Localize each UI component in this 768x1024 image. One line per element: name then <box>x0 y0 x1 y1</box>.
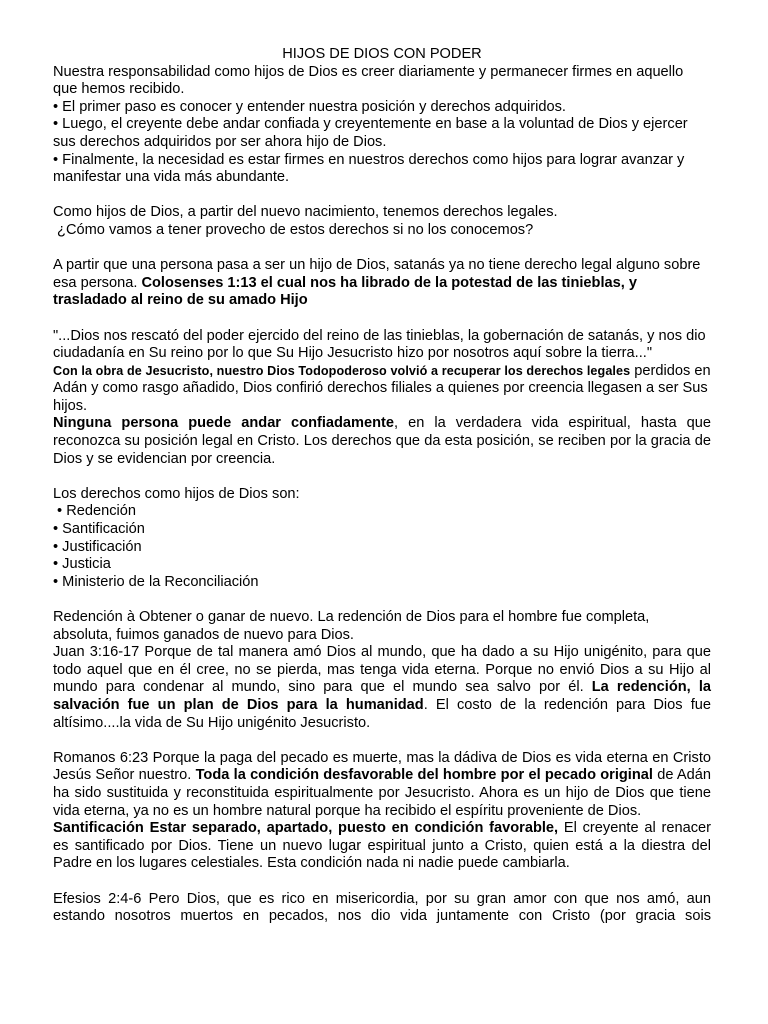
paragraph-gap <box>53 591 711 609</box>
condition-bold-text: Toda la condición desfavorable del hombre por el pecado original <box>195 767 653 784</box>
paragraph-gap <box>53 240 711 258</box>
confidence-text: , en la verdadera vida espiritual, hasta que reconozca su posición legal en Cristo. Los derechos que da esta posición, se reciben por la gracia de Dios y se evidencian por creencia. <box>53 415 711 467</box>
condition-text: de Adán ha sido sustituida y reconstituida espiritualmente por Jesucristo. Ahora es un hijo de Dios que tiene vida eterna, ya no es un hombre natural porque ha recibido el espíritu proveniente de Dios. <box>53 767 711 819</box>
document-body <box>53 46 711 926</box>
paragraph-gap <box>53 187 711 205</box>
intro-paragraph: Nuestra responsabilidad como hijos de Dios es creer diariamente y permanecer firmes en aquello que hemos recibido. <box>53 63 684 98</box>
recovery-bold-text: Con la obra de Jesucristo, nuestro Dios Todopoderoso volvió a recuperar los derechos legales <box>53 363 631 378</box>
ephesians-paragraph: Efesios 2:4-6 Pero Dios, que es rico en misericordia, por su gran amor con que nos amó, aun estando nosotros muertos en pecados, nos dio vida juntamente con Cristo (por gracia sois <box>53 890 711 925</box>
recovery-text: perdidos en Adán y como rasgo añadido, Dios confirió derechos filiales a quienes por creencia llegasen a ser Sus hijos. <box>53 362 711 414</box>
redemption-definition: Redención à Obtener o ganar de nuevo. La redención de Dios para el hombre fue completa, absoluta, fuimos ganados de nuevo para Dios. <box>53 609 650 643</box>
redemption-bold-text: La redención, la salvación fue un plan de Dios para la humanidad <box>53 679 711 713</box>
paragraph-gap <box>53 468 711 486</box>
paragraph-gap <box>53 310 711 328</box>
colossians-paragraph <box>53 257 711 310</box>
sanctification-bold-text: Santificación Estar separado, apartado, puesto en condición favorable, <box>53 820 559 837</box>
confidence-paragraph <box>53 415 711 468</box>
rights-item-santificacion: • Santificación <box>53 521 145 538</box>
bullet-step-3: • Finalmente, la necesidad es estar firmes en nuestros derechos como hijos para lograr avanzar y manifestar una vida más abundante. <box>53 151 685 186</box>
romans-paragraph <box>53 750 711 820</box>
document-title: HIJOS DE DIOS CON PODER <box>282 46 482 62</box>
rights-item-justificacion: • Justificación <box>53 538 142 555</box>
confidence-bold-text: Ninguna persona puede andar confiadamente <box>53 415 395 432</box>
quote-paragraph: "...Dios nos rescató del poder ejercido del reino de las tinieblas, la gobernación de satanás, y nos dio ciudadanía en Su reino por lo que Su Hijo Jesucristo hizo por nosotros aquí sobre la tierra..." <box>53 327 706 362</box>
legal-rights-line: Como hijos de Dios, a partir del nuevo nacimiento, tenemos derechos legales. <box>53 204 558 221</box>
romans-verse: Romanos 6:23 Porque la paga del pecado es muerte, mas la dádiva de Dios es vida eterna en Cristo Jesús Señor nuestro. <box>53 749 711 784</box>
recovery-paragraph <box>53 363 711 416</box>
colossians-verse: Colosenses 1:13 el cual nos ha librado de la potestad de las tinieblas, y trasladado al reino de su amado Hijo <box>53 274 637 309</box>
sanctification-paragraph <box>53 820 711 873</box>
redemption-cost-text: . El costo de la redención para Dios fue altísimo....la vida de Su Hijo unigénito Jesucristo. <box>53 696 711 731</box>
question-line: ¿Cómo vamos a tener provecho de estos derechos si no los conocemos? <box>53 221 534 238</box>
bullet-step-2: • Luego, el creyente debe andar confiada y creyentemente en base a la voluntad de Dios y ejercer sus derechos adquiridos por ser ahora hijo de Dios. <box>53 116 688 150</box>
paragraph-gap <box>53 732 711 750</box>
sanctification-text: El creyente al renacer es santificado por Dios. Tiene un nuevo lugar espiritual junto a Cristo, quien está a la diestra del Padre en los lugares celestiales. Esta condición nada ni nadie puede cambiarla. <box>53 820 711 872</box>
rights-item-justicia: • Justicia <box>53 556 111 573</box>
paragraph-gap <box>53 873 711 891</box>
john-verse: Juan 3:16-17 Porque de tal manera amó Dios al mundo, que ha dado a su Hijo unigénito, para que todo aquel que en él cree, no se pierda, mas tenga vida eterna. Porque no envió Dios a su Hijo al mundo para condenar al mundo, sino para que el mundo sea salvo por él. <box>53 644 711 696</box>
rights-item-reconciliacion: • Ministerio de la Reconciliación <box>53 573 259 590</box>
rights-heading: Los derechos como hijos de Dios son: <box>53 485 300 502</box>
paragraph-text: A partir que una persona pasa a ser un hijo de Dios, satanás ya no tiene derecho legal alguno sobre esa persona. <box>53 257 701 291</box>
rights-item-redencion: • Redención <box>53 503 136 520</box>
john-paragraph <box>53 644 711 732</box>
bullet-step-1: • El primer paso es conocer y entender nuestra posición y derechos adquiridos. <box>53 98 566 115</box>
